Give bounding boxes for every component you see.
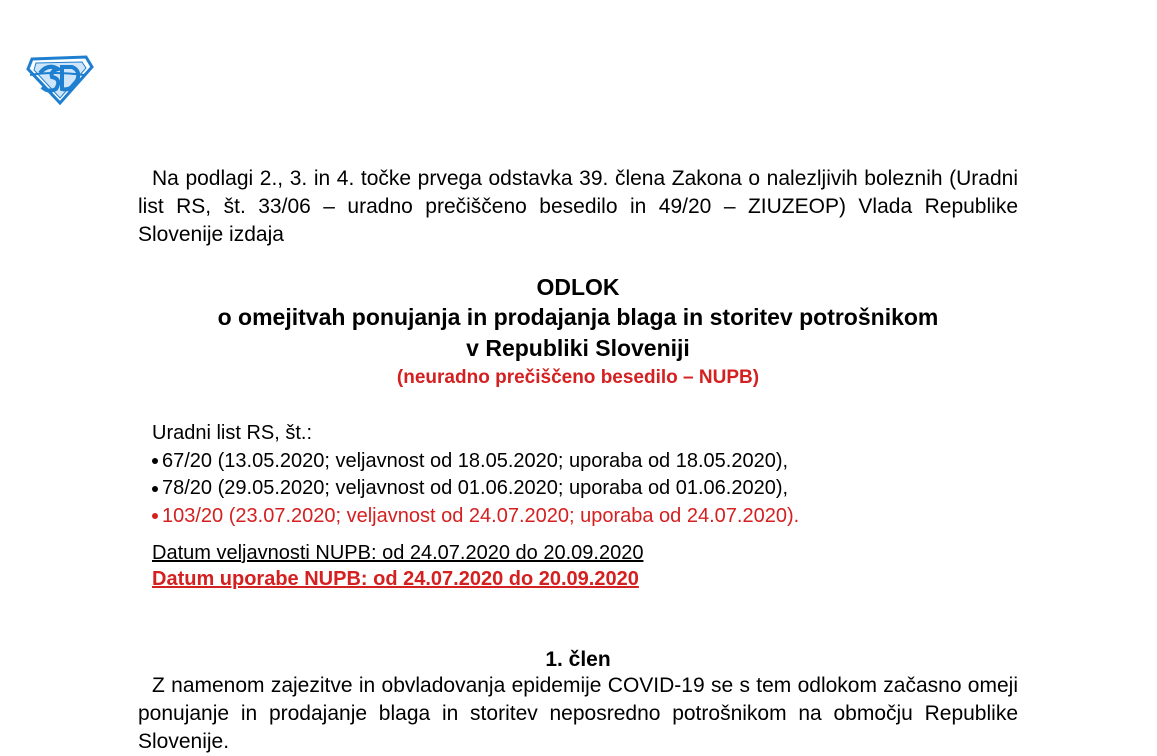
official-gazette-references — [152, 420, 799, 530]
application-date: Datum uporabe NUPB: od 24.07.2020 do 20.09.2020 — [152, 568, 639, 590]
bullet-icon — [152, 486, 158, 492]
bullet-icon — [152, 513, 158, 519]
preamble-paragraph: Na podlagi 2., 3. in 4. točke prvega odstavka 39. člena Zakona o nalezljivih boleznih (Uradni list RS, št. 33/06 – uradno prečiščeno besedilo in 49/20 – ZIUZEOP) Vlada Republike Slovenije izdaja — [138, 167, 1018, 246]
document-subtitle-line-1: o omejitvah ponujanja in prodajanja blaga in storitev potrošnikom — [217, 304, 939, 330]
unofficial-consolidation-note: (neuradno prečiščeno besedilo – NUPB) — [396, 367, 760, 388]
reference-text: 103/20 (23.07.2020; veljavnost od 24.07.2020; uporaba od 24.07.2020). — [162, 504, 800, 527]
document-title-block — [138, 272, 1018, 392]
article-body: Z namenom zajezitve in obvladovanja epidemije COVID-19 se s tem odlokom začasno omeji ponujanje in prodajanje blaga in storitev neposredno potrošnikom na območju Republike Slovenije. — [138, 674, 1018, 753]
reference-item — [152, 503, 799, 531]
document-logo-icon — [22, 49, 96, 105]
validity-date: Datum veljavnosti NUPB: od 24.07.2020 do 20.09.2020 — [152, 542, 644, 564]
document-subtitle-line-2: v Republiki Sloveniji — [466, 335, 690, 361]
article-heading: 1. člen — [545, 648, 611, 671]
document-title: ODLOK — [536, 274, 620, 300]
reference-text: 78/20 (29.05.2020; veljavnost od 01.06.2020; uporaba od 01.06.2020), — [162, 477, 789, 499]
reference-item — [152, 448, 799, 476]
bullet-icon — [152, 458, 158, 464]
consolidation-dates — [152, 540, 643, 592]
references-heading: Uradni list RS, št.: — [152, 422, 313, 444]
reference-item — [152, 475, 799, 503]
reference-text: 67/20 (13.05.2020; veljavnost od 18.05.2020; uporaba od 18.05.2020), — [162, 449, 789, 472]
